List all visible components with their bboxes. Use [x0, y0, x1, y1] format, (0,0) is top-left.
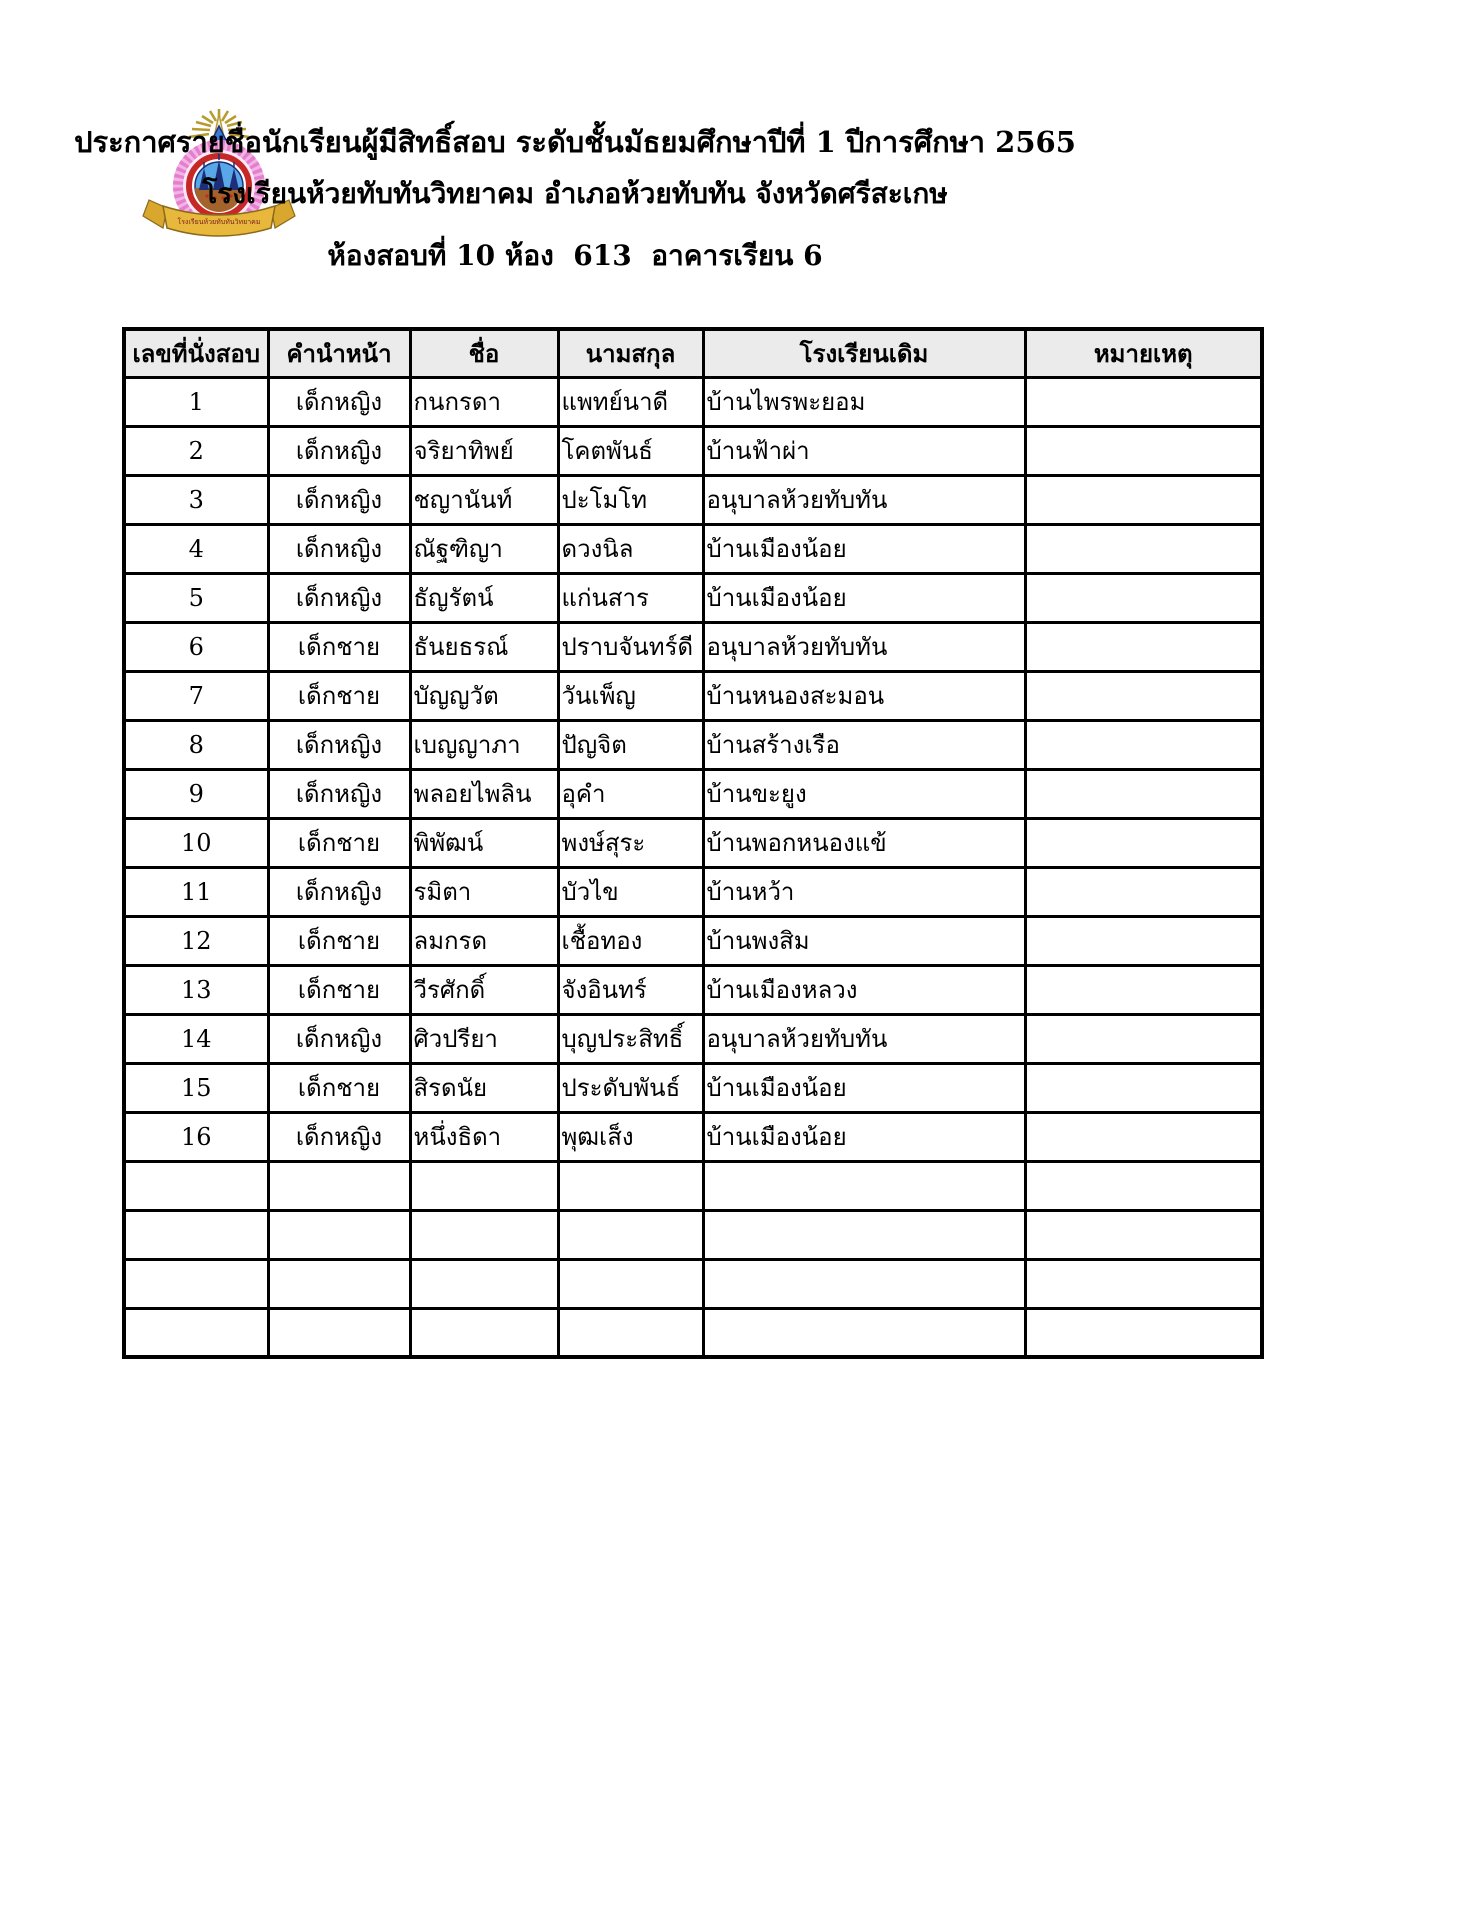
- title-line-1: ประกาศรายชื่อนักเรียนผู้มีสิทธิ์สอบ ระดับชั้นมัธยมศึกษาปีที่ 1 ปีการศึกษา 2565: [74, 125, 1076, 159]
- note-cell: [1025, 1308, 1262, 1357]
- col-header-prefix: คำนำหน้า: [268, 329, 410, 377]
- note-cell: [1025, 671, 1262, 720]
- title-line-2: โรงเรียนห้วยทับทันวิทยาคม อำเภอห้วยทับทัน จังหวัดศรีสะเกษ: [202, 177, 948, 210]
- firstname-cell: เบญญาภา: [410, 720, 558, 769]
- firstname-cell: ธันยธรณ์: [410, 622, 558, 671]
- prefix-cell: [268, 1161, 410, 1210]
- prefix-cell: [268, 1308, 410, 1357]
- prefix-cell: เด็กหญิง: [268, 720, 410, 769]
- note-cell: [1025, 1210, 1262, 1259]
- seat-number-cell: 10: [124, 818, 268, 867]
- lastname-cell: อุคำ: [558, 769, 703, 818]
- seat-number-cell: 15: [124, 1063, 268, 1112]
- table-row: [124, 965, 1262, 1014]
- lastname-cell: เชื้อทอง: [558, 916, 703, 965]
- prefix-cell: เด็กชาย: [268, 916, 410, 965]
- firstname-cell: รมิตา: [410, 867, 558, 916]
- prefix-cell: เด็กชาย: [268, 671, 410, 720]
- lastname-cell: จังอินทร์: [558, 965, 703, 1014]
- school-cell: [703, 1210, 1025, 1259]
- table-row: [124, 475, 1262, 524]
- seat-number-cell: [124, 1259, 268, 1308]
- school-cell: บ้านหนองสะมอน: [703, 671, 1025, 720]
- firstname-cell: ชญานันท์: [410, 475, 558, 524]
- table-row: [124, 377, 1262, 426]
- lastname-cell: โคตพันธ์: [558, 426, 703, 475]
- note-cell: [1025, 1014, 1262, 1063]
- table-row: [124, 524, 1262, 573]
- note-cell: [1025, 769, 1262, 818]
- prefix-cell: เด็กหญิง: [268, 867, 410, 916]
- prefix-cell: เด็กหญิง: [268, 573, 410, 622]
- table-row: [124, 867, 1262, 916]
- lastname-cell: ประดับพันธ์: [558, 1063, 703, 1112]
- title-block: [0, 116, 1150, 282]
- table-row: [124, 1063, 1262, 1112]
- note-cell: [1025, 426, 1262, 475]
- note-cell: [1025, 818, 1262, 867]
- school-cell: [703, 1161, 1025, 1210]
- school-cell: บ้านขะยูง: [703, 769, 1025, 818]
- table-row: [124, 1014, 1262, 1063]
- seat-number-cell: 14: [124, 1014, 268, 1063]
- school-cell: อนุบาลห้วยทับทัน: [703, 622, 1025, 671]
- lastname-cell: แก่นสาร: [558, 573, 703, 622]
- lastname-cell: ดวงนิล: [558, 524, 703, 573]
- firstname-cell: พิพัฒน์: [410, 818, 558, 867]
- table-row: [124, 1112, 1262, 1161]
- firstname-cell: ณัฐฑิญา: [410, 524, 558, 573]
- title-line-3: ห้องสอบที่ 10 ห้อง 613 อาคารเรียน 6: [327, 239, 823, 272]
- lastname-cell: แพทย์นาดี: [558, 377, 703, 426]
- firstname-cell: กนกรดา: [410, 377, 558, 426]
- school-cell: บ้านสร้างเรือ: [703, 720, 1025, 769]
- table-row: [124, 426, 1262, 475]
- lastname-cell: [558, 1161, 703, 1210]
- table-row: [124, 1161, 1262, 1210]
- firstname-cell: สิรดนัย: [410, 1063, 558, 1112]
- table-row: [124, 1210, 1262, 1259]
- table-row: [124, 818, 1262, 867]
- note-cell: [1025, 1259, 1262, 1308]
- lastname-cell: ปราบจันทร์ดี: [558, 622, 703, 671]
- seat-number-cell: 5: [124, 573, 268, 622]
- prefix-cell: เด็กหญิง: [268, 475, 410, 524]
- lastname-cell: บุญประสิทธิ์: [558, 1014, 703, 1063]
- table-header: [124, 329, 1262, 377]
- lastname-cell: [558, 1308, 703, 1357]
- banner-text: โรงเรียนห้วยทับทันวิทยาคม: [177, 218, 261, 226]
- school-cell: บ้านหว้า: [703, 867, 1025, 916]
- note-cell: [1025, 720, 1262, 769]
- lastname-cell: ปัญจิต: [558, 720, 703, 769]
- lastname-cell: ปะโมโท: [558, 475, 703, 524]
- firstname-cell: [410, 1308, 558, 1357]
- col-header-seat: เลขที่นั่งสอบ: [124, 329, 268, 377]
- col-header-note: หมายเหตุ: [1025, 329, 1262, 377]
- seat-number-cell: 9: [124, 769, 268, 818]
- seat-number-cell: 1: [124, 377, 268, 426]
- prefix-cell: เด็กหญิง: [268, 524, 410, 573]
- table-row: [124, 671, 1262, 720]
- firstname-cell: จริยาทิพย์: [410, 426, 558, 475]
- prefix-cell: เด็กชาย: [268, 1063, 410, 1112]
- lastname-cell: พงษ์สุระ: [558, 818, 703, 867]
- table-body: [124, 377, 1262, 1357]
- seat-number-cell: 16: [124, 1112, 268, 1161]
- prefix-cell: [268, 1259, 410, 1308]
- firstname-cell: บัญญวัต: [410, 671, 558, 720]
- table-row: [124, 622, 1262, 671]
- seat-number-cell: 6: [124, 622, 268, 671]
- prefix-cell: เด็กชาย: [268, 965, 410, 1014]
- school-cell: [703, 1259, 1025, 1308]
- prefix-cell: เด็กหญิง: [268, 1014, 410, 1063]
- col-header-school: โรงเรียนเดิม: [703, 329, 1025, 377]
- school-cell: อนุบาลห้วยทับทัน: [703, 475, 1025, 524]
- table-row: [124, 1259, 1262, 1308]
- firstname-cell: ศิวปรียา: [410, 1014, 558, 1063]
- exam-roster-table: [122, 327, 1264, 1359]
- school-cell: บ้านพงสิม: [703, 916, 1025, 965]
- school-cell: อนุบาลห้วยทับทัน: [703, 1014, 1025, 1063]
- seat-number-cell: 2: [124, 426, 268, 475]
- note-cell: [1025, 377, 1262, 426]
- prefix-cell: เด็กหญิง: [268, 1112, 410, 1161]
- seat-number-cell: 12: [124, 916, 268, 965]
- school-cell: บ้านเมืองหลวง: [703, 965, 1025, 1014]
- note-cell: [1025, 524, 1262, 573]
- school-cell: [703, 1308, 1025, 1357]
- note-cell: [1025, 1112, 1262, 1161]
- seat-number-cell: 8: [124, 720, 268, 769]
- table-row: [124, 720, 1262, 769]
- seat-number-cell: 7: [124, 671, 268, 720]
- note-cell: [1025, 1161, 1262, 1210]
- table-row: [124, 916, 1262, 965]
- lastname-cell: [558, 1259, 703, 1308]
- col-header-first: ชื่อ: [410, 329, 558, 377]
- firstname-cell: วีรศักดิ์: [410, 965, 558, 1014]
- school-cell: บ้านฟ้าผ่า: [703, 426, 1025, 475]
- prefix-cell: เด็กชาย: [268, 622, 410, 671]
- note-cell: [1025, 867, 1262, 916]
- seat-number-cell: [124, 1210, 268, 1259]
- firstname-cell: ลมกรด: [410, 916, 558, 965]
- firstname-cell: [410, 1161, 558, 1210]
- firstname-cell: หนึ่งธิดา: [410, 1112, 558, 1161]
- lastname-cell: [558, 1210, 703, 1259]
- seat-number-cell: 4: [124, 524, 268, 573]
- firstname-cell: ธัญรัตน์: [410, 573, 558, 622]
- prefix-cell: [268, 1210, 410, 1259]
- prefix-cell: เด็กหญิง: [268, 377, 410, 426]
- school-cell: บ้านเมืองน้อย: [703, 1063, 1025, 1112]
- note-cell: [1025, 573, 1262, 622]
- seat-number-cell: 3: [124, 475, 268, 524]
- prefix-cell: เด็กชาย: [268, 818, 410, 867]
- lastname-cell: วันเพ็ญ: [558, 671, 703, 720]
- seat-number-cell: [124, 1308, 268, 1357]
- school-cell: บ้านพอกหนองแข้: [703, 818, 1025, 867]
- prefix-cell: เด็กหญิง: [268, 426, 410, 475]
- note-cell: [1025, 475, 1262, 524]
- firstname-cell: พลอยไพลิน: [410, 769, 558, 818]
- lastname-cell: พุฒเส็ง: [558, 1112, 703, 1161]
- school-cell: บ้านเมืองน้อย: [703, 573, 1025, 622]
- table-row: [124, 573, 1262, 622]
- seat-number-cell: 11: [124, 867, 268, 916]
- note-cell: [1025, 965, 1262, 1014]
- seat-number-cell: 13: [124, 965, 268, 1014]
- firstname-cell: [410, 1259, 558, 1308]
- school-cell: บ้านเมืองน้อย: [703, 524, 1025, 573]
- table-row: [124, 769, 1262, 818]
- school-cell: บ้านไพรพะยอม: [703, 377, 1025, 426]
- note-cell: [1025, 622, 1262, 671]
- note-cell: [1025, 1063, 1262, 1112]
- col-header-last: นามสกุล: [558, 329, 703, 377]
- seat-number-cell: [124, 1161, 268, 1210]
- table-row: [124, 1308, 1262, 1357]
- firstname-cell: [410, 1210, 558, 1259]
- lastname-cell: บัวไข: [558, 867, 703, 916]
- prefix-cell: เด็กหญิง: [268, 769, 410, 818]
- note-cell: [1025, 916, 1262, 965]
- school-cell: บ้านเมืองน้อย: [703, 1112, 1025, 1161]
- header-row: [124, 329, 1262, 377]
